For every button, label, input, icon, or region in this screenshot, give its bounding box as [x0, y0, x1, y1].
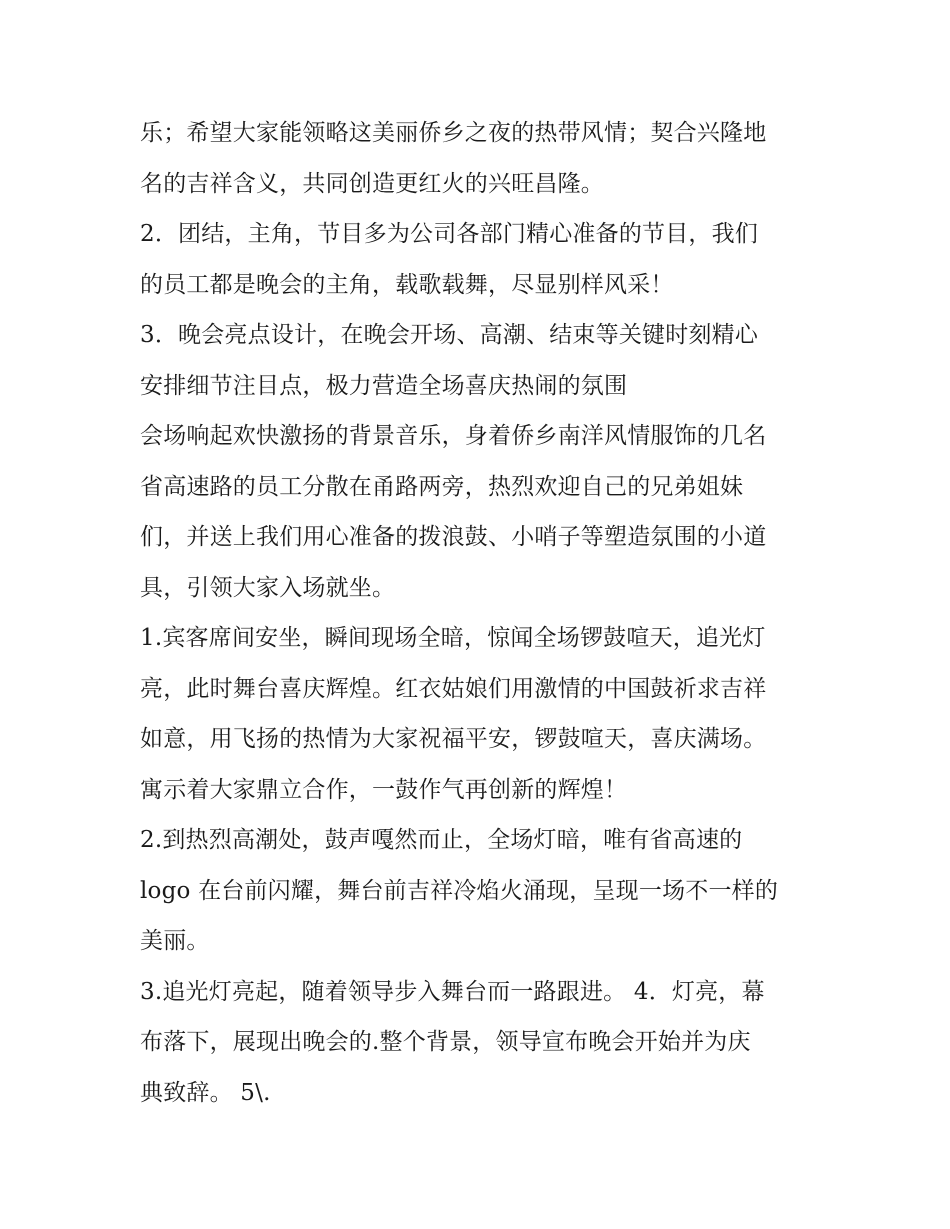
text-line: logo 在台前闪耀，舞台前吉祥冷焰火涌现，呈现一场不一样的: [140, 877, 779, 904]
text-line: 的员工都是晚会的主角，载歌载舞，尽显别样风采！: [140, 271, 674, 298]
text-line: 会场响起欢快激扬的背景音乐，身着侨乡南洋风情服饰的几名: [140, 423, 767, 449]
text-line: 们，并送上我们用心准备的拨浪鼓、小哨子等塑造氛围的小道: [140, 524, 767, 550]
text-line: 如意，用飞扬的热情为大家祝福平安，锣鼓喧天，喜庆满场。: [140, 726, 767, 752]
text-line: 2．团结，主角，节目多为公司各部门精心准备的节目，我们: [140, 221, 759, 247]
text-line: 1.宾客席间安坐，瞬间现场全暗，惊闻全场锣鼓喧天，追光灯: [140, 625, 766, 651]
text-line: 3.追光灯亮起，随着领导步入舞台而一路跟进。 4．灯亮，幕: [140, 978, 765, 1005]
text-line: 安排细节注目点，极力营造全场喜庆热闹的氛围: [140, 372, 628, 399]
text-line: 具，引领大家入场就坐。: [140, 574, 396, 601]
text-line: 美丽。: [140, 928, 210, 954]
text-line: 乐；希望大家能领略这美丽侨乡之夜的热带风情；契合兴隆地: [140, 120, 767, 146]
text-line: 寓示着大家鼎立合作，一鼓作气再创新的辉煌！: [140, 776, 628, 803]
text-line: 2.到热烈高潮处，鼓声嘎然而止，全场灯暗，唯有省高速的: [140, 827, 743, 853]
document-body: [140, 108, 820, 1118]
text-line: 省高速路的员工分散在甬路两旁，热烈欢迎自己的兄弟姐妹: [140, 473, 744, 500]
text-line: 亮，此时舞台喜庆辉煌。红衣姑娘们用激情的中国鼓祈求吉祥: [140, 675, 767, 702]
text-line: 名的吉祥含义，共同创造更红火的兴旺昌隆。: [140, 170, 604, 197]
text-line: 布落下，展现出晚会的.整个背景，领导宣布晚会开始并为庆: [140, 1029, 751, 1055]
text-line: 3．晚会亮点设计，在晚会开场、高潮、结束等关键时刻精心: [140, 322, 759, 348]
text-line: 典致辞。 5\.: [140, 1079, 271, 1106]
